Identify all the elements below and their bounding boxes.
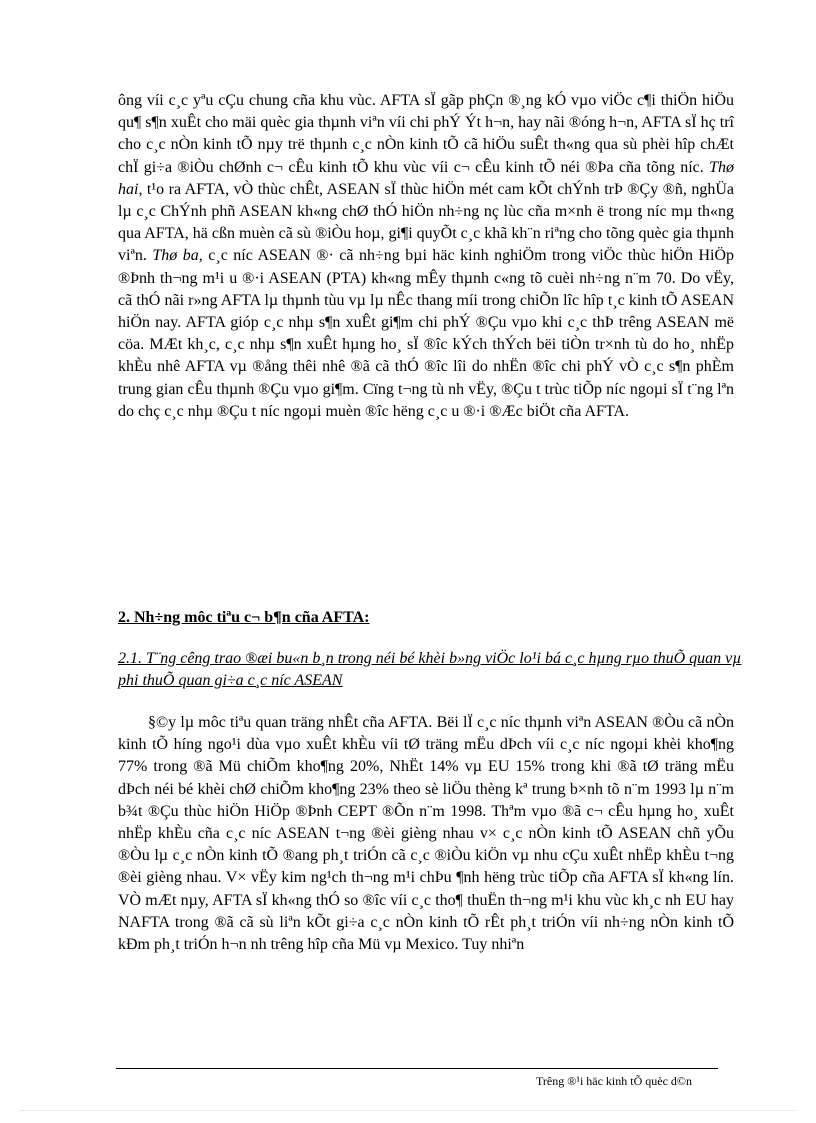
paragraph-1-text-c: c¸c níc ASEAN ®· cã nh÷ng bµi häc kinh nghiÖm trong viÖc thùc hiÖn HiÖp ®Þnh th¬ng m¹i u ®·i ASEAN (PTA) kh«ng mÊy thµnh c«ng tõ cuèi nh÷ng n¨m 70. Do vËy, cã thÓ nãi r»ng AFTA lµ thµnh tùu vµ lµ nÊc thang míi trong chiÕn lîc hîp t¸c kinh tÕ ASEAN hiÖn nay. AFTA gióp c¸c nhµ s¶n xuÊt gi¶m chi phÝ ®Çu vµo khi c¸c thÞ trêng ASEAN më cöa. MÆt kh¸c, c¸c nhµ s¶n xuÊt hµng ho¸ sÏ ®îc kÝch thÝch bëi tiÒn tr×nh tù do ho¸ nhËp khÈu nhê AFTA vµ ®ång thêi nhê ®ã cã thÓ ®îc lîi do nhËn ®îc chi phÝ vÒ c¸c s¶n phÈm trung gian cÊu thµnh ®Çu vµo gi¶m. Cïng t¬ng tù nh vËy, ®Çu t trùc tiÕp níc ngoµi sÏ t¨ng lªn do chç c¸c nhµ ®Çu t níc ngoµi muèn ®îc hëng c¸c u ®·i ®Æc biÖt cña AFTA. — [118, 247, 734, 420]
subsection-heading: 2.1. T¨ng cêng trao ®æi bu«n b¸n trong néi bé khèi b»ng viÖc lo¹i bá c¸c hµng rµo thuÕ quan vµ phi thuÕ quan gi÷a c¸c níc ASEAN — [118, 650, 742, 689]
section-heading: 2. Nh÷ng môc tiªu c¬ b¶n cña AFTA: — [118, 609, 370, 626]
body-paragraph-2: §©y lµ môc tiªu quan träng nhÊt cña AFTA. Bëi lÏ c¸c níc thµnh viªn ASEAN ®Òu cã nÒn kinh tÕ híng ngo¹i dùa vµo xuÊt khÈu víi tØ träng mËu dÞch víi c¸c níc ngoµi khèi kho¶ng 77% trong ®ã Mü chiÕm kho¶ng 20%, NhËt 14% vµ EU 15% trong khi ®ã tØ träng mËu dÞch néi bé khèi chØ chiÕm kho¶ng 23% theo sè liÖu thèng kª trung b×nh tõ n¨m 1993 lµ n¨m b¾t ®Çu thùc hiÖn HiÖp ®Þnh CEPT ®Õn n¨m 1998. Thªm vµo ®ã c¬ cÊu hµng ho¸ xuÊt nhËp khÈu cña c¸c níc ASEAN t¬ng ®èi gièng nhau v× c¸c nÒn kinh tÕ ASEAN chñ yÕu ®Òu lµ c¸c nÒn kinh tÕ ®ang ph¸t triÓn cã c¸c ®iÒu kiÖn vµ nhu cÇu xuÊt nhËp khÈu t¬ng ®èi gièng nhau. V× vËy kim ng¹ch th¬ng m¹i chÞu ¶nh hëng trùc tiÕp cña AFTA sÏ kh«ng lín. VÒ mÆt nµy, AFTA sÏ kh«ng thÓ so ®îc víi c¸c tho¶ thuËn th¬ng m¹i khu vùc kh¸c nh EU hay NAFTA trong ®ã cã sù liªn kÕt gi÷a c¸c nÒn kinh tÕ rÊt ph¸t triÓn víi nh÷ng nÒn kinh tÕ kÐm ph¸t triÓn h¬n nh trêng hîp cña Mü vµ Mexico. Tuy nhiªn — [118, 714, 734, 954]
paragraph-1-text-b: t¹o ra AFTA, vÒ thùc chÊt, ASEAN sÏ thùc hiÖn mét cam kÕt chÝnh trÞ ®Çy ®ñ, nghÜa lµ c¸c ChÝnh phñ ASEAN kh«ng chØ thÓ hiÖn nh÷ng nç lùc cña m×nh ë trong níc mµ th«ng qua AFTA, hä cßn muèn cã sù ®iÒu hoµ, gi¶i quyÕt c¸c khã kh¨n riªng cho tõng quèc gia thµnh viªn. — [118, 180, 734, 265]
paragraph-1-italic-second: Thø hai, — [118, 158, 734, 198]
paragraph-1-text-a: ông víi c¸c yªu cÇu chung cña khu vùc. AFTA sÏ gãp phÇn ®¸ng kÓ vµo viÖc c¶i thiÖn hiÖu qu¶ s¶n xuÊt cho mäi quèc gia thµnh viªn víi chi phÝ Ýt h¬n, hay nãi ®óng h¬n, AFTA sÏ hç trî cho c¸c nÒn kinh tÕ nµy trë thµnh c¸c nÒn kinh tÕ cã hiÖu suÊt th«ng qua sù phèi hîp chÆt chÏ gi÷a ®iÒu chØnh c¬ cÊu kinh tÕ khu vùc víi c¬ cÊu kinh tÕ néi ®Þa cña tõng níc. — [118, 92, 734, 176]
paragraph-1-italic-third: Thø ba, — [152, 247, 203, 265]
body-paragraph-1 — [118, 90, 734, 423]
page-footer: Trêng ®¹i häc kinh tÕ quèc d©n — [536, 1074, 693, 1088]
page-bottom-dotted-line — [20, 1110, 796, 1111]
footer-rule — [116, 1068, 718, 1069]
